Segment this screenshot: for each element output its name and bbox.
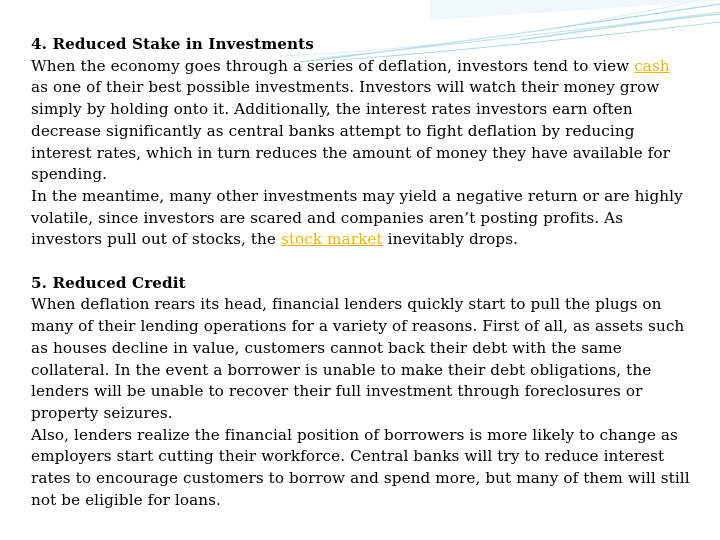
slide-body — [31, 34, 691, 511]
section-4-paragraph-1 — [31, 56, 691, 186]
section-spacer — [31, 251, 691, 273]
cash-link[interactable]: cash — [634, 56, 670, 75]
section-5-paragraph-2: Also, lenders realize the financial position of borrowers is more likely to change as employers start cutting their workforce. Central banks will try to reduce interest rates to encourage customers to borrow and spend more, but many of them will still not be eligible for loans. — [31, 425, 690, 509]
section-4-p2-text-b: inevitably drops. — [382, 230, 519, 249]
section-4-p1-text-a: When the economy goes through a series of deflation, investors tend to view — [31, 56, 635, 75]
section-4-heading: 4. Reduced Stake in Investments — [31, 35, 314, 53]
section-4-p2-text-a: In the meantime, many other investments may yield a negative return or are highly volatile, since investors are scared and companies aren’t posting profits. As investors pull out of stocks, the — [31, 186, 683, 249]
section-5-paragraph-1: When deflation rears its head, financial lenders quickly start to pull the plugs on many of their lending operations for a variety of reasons. First of all, as assets such as houses decline in value, customers cannot back their debt with the same collateral. In the event a borrower is unable to make their debt obligations, the lenders will be unable to recover their full investment through foreclosures or property seizures. — [31, 295, 685, 422]
stock-market-link[interactable]: stock market — [280, 230, 383, 249]
section-4-paragraph-2 — [31, 186, 691, 251]
section-5-heading: 5. Reduced Credit — [31, 273, 186, 292]
section-4-p1-text-b: as one of their best possible investments. Investors will watch their money grow simply by holding onto it. Additionally, the interest rates investors earn often decrease significantly as central banks attempt to fight deflation by reducing interest rates, which in turn reduces the amount of money they have available for spending. — [31, 78, 670, 184]
